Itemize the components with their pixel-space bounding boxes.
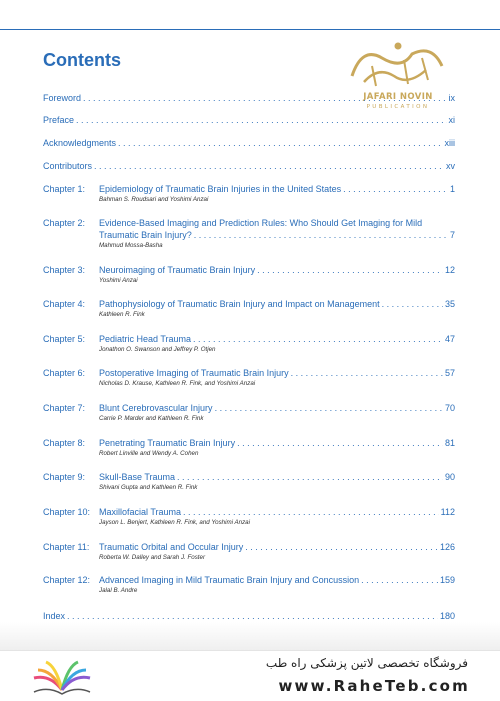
chapter-label: Chapter 12: xyxy=(43,575,91,585)
chapter-authors: Nicholas D. Krause, Kathleen R. Fink, and Yoshimi Anzai xyxy=(99,380,256,387)
toc-entry-foreword[interactable] xyxy=(43,92,455,104)
page-title: Contents xyxy=(43,50,121,70)
entry-title: Foreword xyxy=(43,93,82,103)
chapter-label: Chapter 6: xyxy=(43,368,86,378)
toc-entry-acknowledgments[interactable] xyxy=(43,137,455,149)
chapter-page: 35 xyxy=(444,299,455,309)
chapter-page: 57 xyxy=(444,368,455,378)
chapter-title: Pathophysiology of Traumatic Brain Injury and Impact on Management xyxy=(99,299,380,309)
toc-entry-chapter-10[interactable] xyxy=(43,506,455,527)
toc-entry-index[interactable] xyxy=(43,610,455,622)
entry-page: 180 xyxy=(439,611,455,621)
chapter-page: 112 xyxy=(440,507,455,517)
chapter-page: 126 xyxy=(439,542,455,552)
chapter-title: Traumatic Orbital and Occular Injury xyxy=(99,542,244,552)
chapter-title-line1: Evidence-Based Imaging and Prediction Rules: Who Should Get Imaging for Mild xyxy=(99,218,423,228)
toc-entry-chapter-7[interactable] xyxy=(43,402,455,423)
chapter-authors: Kathleen R. Fink xyxy=(99,311,145,318)
chapter-label: Chapter 9: xyxy=(43,472,86,482)
chapter-label: Chapter 10: xyxy=(43,507,91,517)
toc-entry-chapter-12[interactable] xyxy=(43,574,455,595)
entry-page: xv xyxy=(446,161,455,171)
toc-entry-chapter-2[interactable] xyxy=(43,217,455,250)
chapter-title: Maxillofacial Trauma xyxy=(99,507,182,517)
chapter-title: Skull-Base Trauma xyxy=(99,472,176,482)
chapter-authors: Robert Linville and Wendy A. Cohen xyxy=(99,450,199,457)
chapter-title: Neuroimaging of Traumatic Brain Injury xyxy=(99,265,256,275)
entry-title: Acknowledgments xyxy=(43,138,117,148)
chapter-label: Chapter 5: xyxy=(43,334,86,344)
toc-entry-chapter-11[interactable] xyxy=(43,541,455,562)
chapter-label: Chapter 4: xyxy=(43,299,86,309)
toc-entry-preface[interactable] xyxy=(43,114,455,126)
chapter-authors: Jalal B. Andre xyxy=(99,587,138,594)
chapter-authors: Yoshimi Anzai xyxy=(99,277,138,284)
chapter-page: 81 xyxy=(444,438,455,448)
toc-entry-chapter-4[interactable] xyxy=(43,298,455,319)
entry-page: xi xyxy=(448,115,455,125)
toc-entry-chapter-5[interactable] xyxy=(43,333,455,354)
chapter-title: Traumatic Brain Injury? xyxy=(99,230,192,240)
entry-title: Index xyxy=(43,611,66,621)
watermark-subtitle: PUBLICATION xyxy=(366,104,430,110)
chapter-authors: Jayson L. Benjert, Kathleen R. Fink, and Yoshimi Anzai xyxy=(99,519,250,526)
entry-title: Contributors xyxy=(43,161,93,171)
toc-entry-chapter-1[interactable] xyxy=(43,183,455,204)
shop-name: فروشگاه تخصصی لاتین پزشکی راه طب xyxy=(265,656,468,670)
watermark-name: JAFARI NOVIN xyxy=(363,92,433,102)
chapter-page: 7 xyxy=(449,230,455,240)
chapter-title: Penetrating Traumatic Brain Injury xyxy=(99,438,236,448)
page-bottom-shade xyxy=(0,622,500,652)
chapter-page: 159 xyxy=(439,575,455,585)
chapter-title: Advanced Imaging in Mild Traumatic Brain Injury and Concussion xyxy=(99,575,360,585)
entry-title: Preface xyxy=(43,115,75,125)
shop-url[interactable]: www.RaheTeb.com xyxy=(278,677,470,695)
entry-page: xiii xyxy=(444,138,455,148)
chapter-label: Chapter 2: xyxy=(43,218,86,228)
chapter-page: 12 xyxy=(444,265,455,275)
chapter-page: 1 xyxy=(449,184,455,194)
chapter-label: Chapter 3: xyxy=(43,265,86,275)
chapter-page: 90 xyxy=(444,472,455,482)
chapter-authors: Roberta W. Dalley and Sarah J. Foster xyxy=(99,554,206,561)
chapter-page: 47 xyxy=(444,334,455,344)
chapter-page: 70 xyxy=(444,403,455,413)
chapter-label: Chapter 8: xyxy=(43,438,86,448)
toc-entry-contributors[interactable] xyxy=(43,160,455,172)
chapter-title: Pediatric Head Trauma xyxy=(99,334,192,344)
toc-entry-chapter-8[interactable] xyxy=(43,437,455,458)
publisher-watermark xyxy=(342,36,454,116)
chapter-title: Postoperative Imaging of Traumatic Brain Injury xyxy=(99,368,289,378)
chapter-title: Epidemiology of Traumatic Brain Injuries in the United States xyxy=(99,184,342,194)
chapter-authors: Shivani Gupta and Kathleen R. Fink xyxy=(99,484,198,491)
toc-entry-chapter-3[interactable] xyxy=(43,264,455,285)
publisher-logo-icon xyxy=(342,36,454,92)
chapter-label: Chapter 11: xyxy=(43,542,90,552)
chapter-title: Blunt Cerebrovascular Injury xyxy=(99,403,213,413)
chapter-authors: Mahmud Mossa-Basha xyxy=(99,242,163,249)
chapter-authors: Carrie P. Marder and Kathleen R. Fink xyxy=(99,415,204,422)
entry-page: ix xyxy=(448,93,455,103)
chapter-label: Chapter 1: xyxy=(43,184,86,194)
chapter-authors: Bahman S. Roudsari and Yoshimi Anzai xyxy=(99,196,209,203)
open-book-logo-icon xyxy=(30,656,94,696)
chapter-authors: Jonathon O. Swanson and Jeffrey P. Otjen xyxy=(99,346,216,353)
toc-entry-chapter-6[interactable] xyxy=(43,367,455,388)
toc-entry-chapter-9[interactable] xyxy=(43,471,455,492)
chapter-label: Chapter 7: xyxy=(43,403,86,413)
top-rule xyxy=(0,0,500,30)
